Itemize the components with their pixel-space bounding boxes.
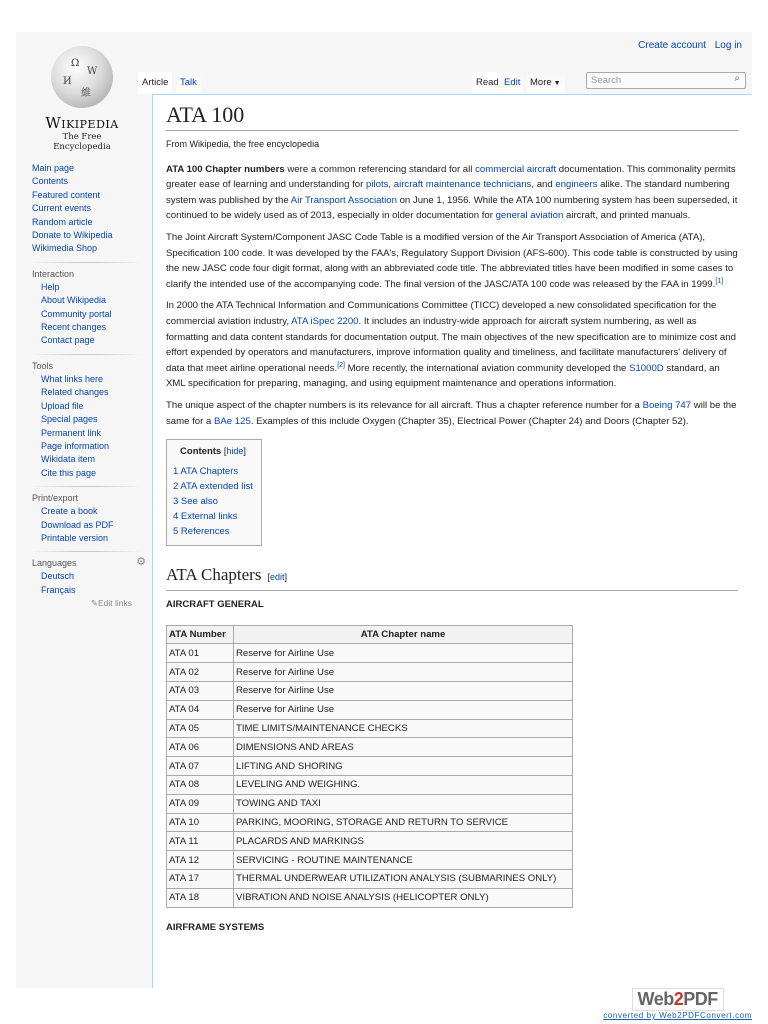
text: , bbox=[388, 179, 394, 191]
link-bae-125[interactable]: BAe 125 bbox=[214, 415, 251, 427]
sidebar-item-donate[interactable]: Donate to Wikipedia bbox=[32, 230, 113, 241]
toc-item[interactable]: 4 External links bbox=[173, 511, 238, 523]
sidebar-item-permanent-link[interactable]: Permanent link bbox=[41, 427, 102, 438]
text: on June 1, 1956. While the ATA 100 numbering system has been superseded, it continued to be widely used as of 2013, especially in older documentation for bbox=[166, 194, 738, 222]
sidebar-item-recent-changes[interactable]: Recent changes bbox=[41, 322, 107, 333]
text: standard, an XML specification for preparing, managing, and using equipment maintenance and operations information. bbox=[166, 362, 720, 390]
table-row bbox=[167, 663, 573, 682]
page-frame bbox=[16, 32, 752, 988]
reference-link[interactable]: [2] bbox=[337, 361, 345, 369]
puzzle-globe-icon: Ω W И 維 bbox=[51, 46, 113, 108]
sidebar-item-related-changes[interactable]: Related changes bbox=[41, 387, 109, 398]
sidebar-item-create-book[interactable]: Create a book bbox=[41, 506, 98, 517]
sidebar-item-special-pages[interactable]: Special pages bbox=[41, 414, 98, 425]
sidebar-heading-print: Print/export bbox=[32, 493, 79, 504]
sidebar-heading-tools: Tools bbox=[32, 360, 54, 371]
sidebar-item-main-page[interactable]: Main page bbox=[32, 163, 75, 173]
ata-number-cell: ATA 09 bbox=[167, 794, 234, 813]
text: , and bbox=[531, 179, 556, 191]
table-row bbox=[167, 682, 573, 701]
ata-number-cell: ATA 17 bbox=[167, 870, 234, 889]
search-input[interactable]: Search bbox=[586, 72, 746, 89]
ata-chapter-name-cell: Reserve for Airline Use bbox=[234, 644, 573, 663]
brand-web: Web bbox=[637, 989, 674, 1009]
subheading-airframe-systems: AIRFRAME SYSTEMS bbox=[166, 921, 265, 933]
sidebar-item-what-links-here[interactable]: What links here bbox=[41, 373, 104, 384]
edit-links-label: Edit links bbox=[97, 598, 132, 609]
table-header-row bbox=[167, 625, 573, 644]
tagline: The Free Encyclopedia bbox=[53, 132, 111, 152]
subheading-aircraft-general: AIRCRAFT GENERAL bbox=[166, 599, 264, 611]
ata-chapter-name-cell: PLACARDS AND MARKINGS bbox=[234, 832, 573, 851]
web2pdf-logo[interactable] bbox=[632, 988, 724, 1011]
tab-more[interactable] bbox=[526, 72, 565, 94]
text: will be the same for a bbox=[166, 399, 737, 427]
ata-chapter-name-cell: SERVICING - ROUTINE MAINTENANCE bbox=[234, 851, 573, 870]
section-heading-ata-chapters bbox=[166, 564, 738, 591]
ata-number-cell: ATA 10 bbox=[167, 813, 234, 832]
table-row bbox=[167, 832, 573, 851]
sidebar-heading-interaction: Interaction bbox=[32, 268, 75, 279]
tab-edit[interactable]: Edit bbox=[500, 72, 524, 94]
gear-icon[interactable]: ⚙ bbox=[136, 556, 146, 569]
ata-chapter-name-cell: LIFTING AND SHORING bbox=[234, 757, 573, 776]
sidebar-item-contact[interactable]: Contact page bbox=[41, 335, 95, 346]
link-maintenance-technicians[interactable]: aircraft maintenance technicians bbox=[393, 179, 532, 191]
edit-links[interactable] bbox=[32, 597, 142, 610]
personal-tools bbox=[632, 40, 742, 51]
column-header: ATA Number bbox=[167, 625, 234, 644]
login-link[interactable]: Log in bbox=[714, 40, 742, 51]
link-engineers[interactable]: engineers bbox=[555, 179, 598, 191]
sidebar-item-lang-deutsch[interactable]: Deutsch bbox=[41, 571, 75, 582]
ata-number-cell: ATA 01 bbox=[167, 644, 234, 663]
sidebar-item-help[interactable]: Help bbox=[41, 281, 60, 292]
paragraph-jasc bbox=[166, 230, 738, 292]
ata-number-cell: ATA 04 bbox=[167, 700, 234, 719]
sidebar-item-cite[interactable]: Cite this page bbox=[41, 467, 97, 478]
toc-title-label: Contents bbox=[180, 446, 222, 458]
ata-chapter-name-cell: Reserve for Airline Use bbox=[234, 700, 573, 719]
pencil-icon: ✎ bbox=[90, 598, 98, 609]
site-subtitle: From Wikipedia, the free encyclopedia bbox=[166, 139, 320, 149]
ata-number-cell: ATA 02 bbox=[167, 663, 234, 682]
table-row bbox=[167, 700, 573, 719]
text: were a common referencing standard for all bbox=[284, 163, 476, 175]
ata-number-cell: ATA 12 bbox=[167, 851, 234, 870]
ata-chapter-name-cell: PARKING, MOORING, STORAGE AND RETURN TO SERVICE bbox=[234, 813, 573, 832]
ata-number-cell: ATA 11 bbox=[167, 832, 234, 851]
sidebar-item-printable[interactable]: Printable version bbox=[41, 532, 109, 543]
table-row bbox=[167, 813, 573, 832]
chevron-down-icon: ▼ bbox=[553, 80, 561, 87]
sidebar-item-download-pdf[interactable]: Download as PDF bbox=[41, 519, 114, 530]
text: aircraft, and printed manuals. bbox=[563, 210, 691, 222]
table-row bbox=[167, 719, 573, 738]
link-air-transport-association[interactable]: Air Transport Association bbox=[290, 194, 397, 206]
divider bbox=[32, 486, 142, 487]
sidebar-item-featured[interactable]: Featured content bbox=[32, 189, 101, 200]
link-commercial-aircraft[interactable]: commercial aircraft bbox=[475, 163, 557, 175]
sidebar-item-current-events[interactable]: Current events bbox=[32, 203, 92, 214]
sidebar-item-upload[interactable]: Upload file bbox=[41, 400, 84, 411]
link-s1000d[interactable]: S1000D bbox=[629, 362, 664, 374]
search-icon[interactable]: ⌕ bbox=[734, 73, 740, 84]
table-row bbox=[167, 870, 573, 889]
link-boeing-747[interactable]: Boeing 747 bbox=[642, 399, 692, 411]
paragraph-unique bbox=[166, 398, 738, 429]
text: . It includes an industry-wide approach for aircraft system numbering, as well as formatting and data content standards for documentation output. The main objectives of the new specification are to minimize cost and effort expended by operators and manufacturers, improve information quality and timeliness, and facilitate manufacturers' delivery of data that meet airline operational needs. bbox=[166, 315, 736, 374]
sidebar-item-page-info[interactable]: Page information bbox=[41, 440, 110, 451]
ata-chapter-name-cell: TOWING AND TAXI bbox=[234, 794, 573, 813]
table-row bbox=[167, 738, 573, 757]
sidebar-item-random[interactable]: Random article bbox=[32, 216, 93, 227]
ata-number-cell: ATA 08 bbox=[167, 776, 234, 795]
converted-by-link[interactable]: converted by Web2PDFConvert.com bbox=[603, 1011, 752, 1020]
link-ata-ispec-2200[interactable]: ATA iSpec 2200 bbox=[291, 315, 359, 327]
ata-number-cell: ATA 07 bbox=[167, 757, 234, 776]
divider bbox=[32, 354, 142, 355]
wikipedia-logo[interactable] bbox=[34, 44, 130, 156]
table-row bbox=[167, 851, 573, 870]
paragraph-intro bbox=[166, 162, 738, 224]
column-header: ATA Chapter name bbox=[234, 625, 573, 644]
table-row bbox=[167, 776, 573, 795]
link-general-aviation[interactable]: general aviation bbox=[495, 210, 564, 222]
link-pilots[interactable]: pilots bbox=[366, 179, 389, 191]
ata-chapter-name-cell: Reserve for Airline Use bbox=[234, 663, 573, 682]
more-label: More bbox=[530, 77, 552, 88]
text: . Examples of this include Oxygen (Chapter 35), Electrical Power (Chapter 24) and Doors (Chapter 52). bbox=[250, 415, 689, 427]
ata-chapter-name-cell: Reserve for Airline Use bbox=[234, 682, 573, 701]
sidebar-item-wikidata[interactable]: Wikidata item bbox=[41, 454, 96, 465]
table-row bbox=[167, 757, 573, 776]
text: alike. The standard numbering system was published by the bbox=[166, 179, 730, 206]
text: In 2000 the ATA Technical Information and Communications Committee (TICC) developed a new consolidated specification for the commercial aviation industry, bbox=[166, 300, 717, 327]
text: The Joint Aircraft System/Component JASC Code Table is a modified version of the Air Transport Association of America (ATA), Specification 100 code. It was developed by the FAA's, Regulatory Support Division (AFS-600). This code table is constructed by using the new JASC code four digit format, along with an abbreviated code title. The abbreviated titles have been modified in some cases to clarify the intended use of the accompanying code. The final version of the JASC/ATA 100 code was released by the FAA in 1999. bbox=[166, 231, 738, 290]
text: More recently, the international aviation community developed the bbox=[345, 362, 630, 374]
ata-chapter-name-cell: DIMENSIONS AND AREAS bbox=[234, 738, 573, 757]
tab-read[interactable]: Read bbox=[472, 72, 503, 94]
web2pdf-watermark bbox=[603, 988, 752, 1020]
toc-title bbox=[173, 444, 253, 459]
section-title: ATA Chapters bbox=[166, 565, 262, 585]
brand-two: 2 bbox=[673, 989, 684, 1009]
text: The unique aspect of the chapter numbers is its relevance for all aircraft. Thus a chapter reference number for a bbox=[166, 399, 643, 411]
table-row bbox=[167, 644, 573, 663]
table-of-contents bbox=[166, 439, 262, 546]
ata-chapters-table bbox=[166, 625, 573, 908]
languages-label: Languages bbox=[32, 558, 77, 569]
ata-chapter-name-cell: LEVELING AND WEIGHING. bbox=[234, 776, 573, 795]
tab-bar bbox=[138, 68, 752, 94]
ata-chapter-name-cell: THERMAL UNDERWEAR UTILIZATION ANALYSIS (SUBMARINES ONLY) bbox=[234, 870, 573, 889]
toc-item[interactable]: 1 ATA Chapters bbox=[173, 466, 239, 478]
tab-article[interactable]: Article bbox=[138, 72, 172, 94]
toc-hide-link[interactable]: hide bbox=[226, 446, 244, 457]
ata-number-cell: ATA 06 bbox=[167, 738, 234, 757]
table-row bbox=[167, 888, 573, 907]
tab-talk[interactable]: Talk bbox=[176, 72, 201, 94]
ata-number-cell: ATA 03 bbox=[167, 682, 234, 701]
reference-link[interactable]: [1] bbox=[715, 277, 724, 285]
toc-item[interactable]: 2 ATA extended list bbox=[173, 481, 253, 493]
table-row bbox=[167, 794, 573, 813]
section-edit-link[interactable]: edit bbox=[269, 572, 285, 583]
create-account-link[interactable]: Create account bbox=[638, 40, 706, 51]
divider bbox=[32, 262, 142, 263]
divider bbox=[32, 551, 142, 552]
paragraph-ispec bbox=[166, 298, 738, 392]
sidebar-heading-languages bbox=[32, 556, 146, 570]
text: documentation. This commonality permits greater ease of learning and understanding for bbox=[166, 163, 736, 191]
ata-chapter-name-cell: TIME LIMITS/MAINTENANCE CHECKS bbox=[234, 719, 573, 738]
ata-number-cell: ATA 05 bbox=[167, 719, 234, 738]
sidebar-item-contents[interactable]: Contents bbox=[32, 176, 69, 187]
brand-pdf: PDF bbox=[683, 989, 718, 1009]
page-title: ATA 100 bbox=[166, 101, 738, 131]
toc-item[interactable]: 3 See also bbox=[173, 496, 218, 508]
ata-chapter-name-cell: VIBRATION AND NOISE ANALYSIS (HELICOPTER ONLY) bbox=[234, 888, 573, 907]
sidebar-item-shop[interactable]: Wikimedia Shop bbox=[32, 243, 98, 254]
sidebar-item-lang-francais[interactable]: Français bbox=[41, 584, 76, 595]
section-edit[interactable]: [edit] bbox=[267, 572, 287, 583]
wordmark: Wikipedia bbox=[45, 114, 119, 132]
ata-number-cell: ATA 18 bbox=[167, 888, 234, 907]
toc-hide-toggle[interactable]: [hide] bbox=[223, 446, 246, 457]
lead-term: ATA 100 Chapter numbers bbox=[166, 163, 285, 175]
sidebar-main bbox=[32, 162, 146, 611]
article-content bbox=[152, 94, 752, 988]
sidebar-item-community[interactable]: Community portal bbox=[41, 308, 112, 319]
sidebar-item-about[interactable]: About Wikipedia bbox=[41, 295, 107, 306]
toc-item[interactable]: 5 References bbox=[173, 526, 230, 538]
